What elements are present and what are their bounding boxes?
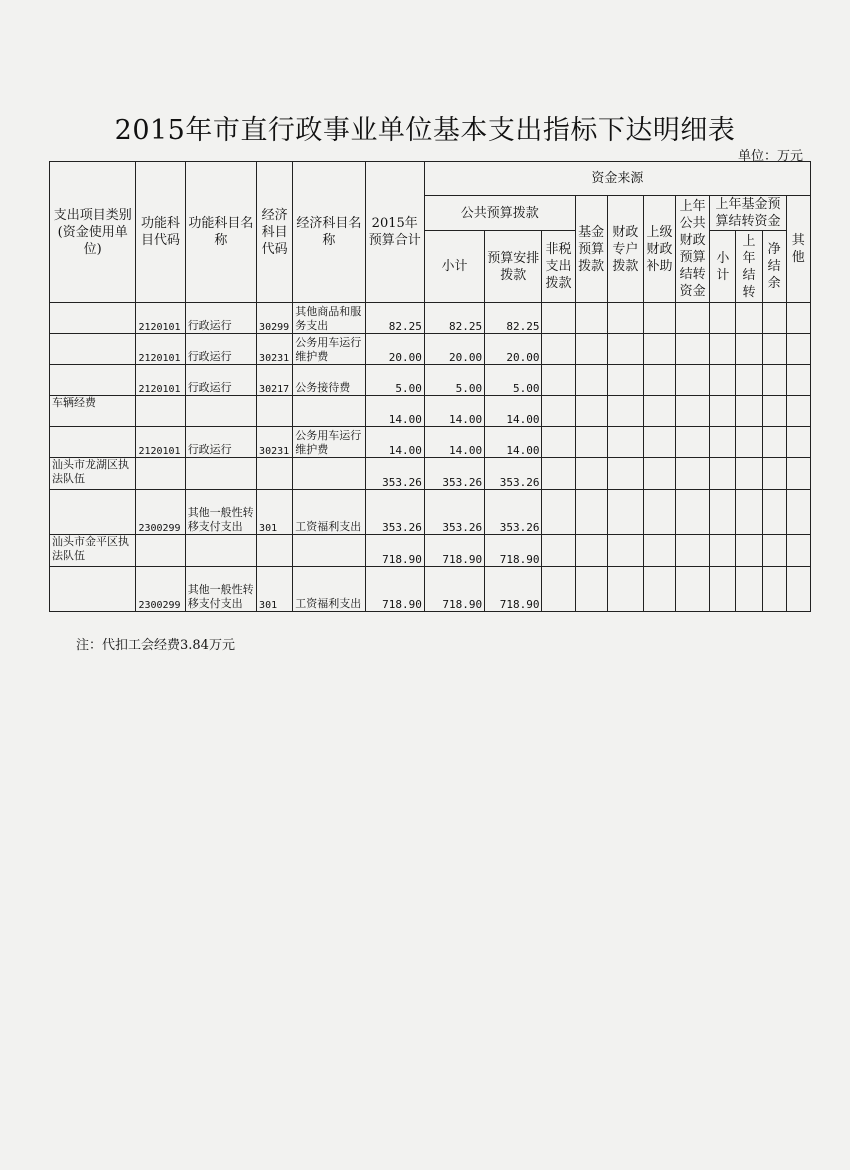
header-subtotal: 小计 <box>424 231 484 303</box>
empty-cell <box>575 490 607 535</box>
empty-cell <box>542 365 575 396</box>
func-name-cell: 行政运行 <box>185 365 256 396</box>
subtotal-cell: 20.00 <box>424 334 484 365</box>
subtotal-cell: 353.26 <box>424 490 484 535</box>
empty-cell <box>643 567 675 612</box>
econ-name-cell: 公务用车运行维护费 <box>293 334 365 365</box>
func-name-cell: 其他一般性转移支付支出 <box>185 567 256 612</box>
budget-alloc-cell: 82.25 <box>485 303 542 334</box>
empty-cell <box>542 458 575 490</box>
empty-cell <box>710 535 736 567</box>
func-name-cell: 其他一般性转移支付支出 <box>185 490 256 535</box>
econ-code-cell: 301 <box>257 490 293 535</box>
func-name-cell: 行政运行 <box>185 303 256 334</box>
func-name-cell <box>185 458 256 490</box>
subtotal-cell: 353.26 <box>424 458 484 490</box>
econ-code-cell <box>257 396 293 427</box>
empty-cell <box>575 365 607 396</box>
econ-code-cell: 30217 <box>257 365 293 396</box>
empty-cell <box>762 535 786 567</box>
func-name-cell: 行政运行 <box>185 334 256 365</box>
func-code-cell: 2300299 <box>136 567 185 612</box>
category-cell: 车辆经费 <box>50 396 136 427</box>
table-body <box>50 303 811 612</box>
empty-cell <box>575 303 607 334</box>
empty-cell <box>643 334 675 365</box>
econ-name-cell: 公务用车运行维护费 <box>293 427 365 458</box>
empty-cell <box>736 490 762 535</box>
table-header <box>50 162 811 303</box>
table-row <box>50 458 811 490</box>
header-func-name: 功能科目名称 <box>185 162 256 303</box>
table-row <box>50 535 811 567</box>
empty-cell <box>762 396 786 427</box>
header-superior-subsidy: 上级财政补助 <box>643 196 675 303</box>
empty-cell <box>643 458 675 490</box>
empty-cell <box>710 567 736 612</box>
econ-name-cell: 其他商品和服务支出 <box>293 303 365 334</box>
category-cell <box>50 490 136 535</box>
empty-cell <box>762 458 786 490</box>
empty-cell <box>736 396 762 427</box>
total-cell: 14.00 <box>365 427 424 458</box>
budget-alloc-cell: 20.00 <box>485 334 542 365</box>
empty-cell <box>736 427 762 458</box>
empty-cell <box>643 303 675 334</box>
header-prev-fund: 上年基金预算结转资金 <box>710 196 786 231</box>
empty-cell <box>736 458 762 490</box>
empty-cell <box>736 303 762 334</box>
empty-cell <box>786 567 810 612</box>
category-cell <box>50 303 136 334</box>
func-code-cell <box>136 396 185 427</box>
econ-name-cell: 工资福利支出 <box>293 567 365 612</box>
econ-code-cell: 301 <box>257 567 293 612</box>
budget-table <box>49 161 811 612</box>
header-non-tax: 非税支出拨款 <box>542 231 575 303</box>
empty-cell <box>710 365 736 396</box>
empty-cell <box>786 535 810 567</box>
econ-name-cell: 工资福利支出 <box>293 490 365 535</box>
table-row <box>50 490 811 535</box>
header-econ-code: 经济科目代码 <box>257 162 293 303</box>
category-cell: 汕头市龙湖区执法队伍 <box>50 458 136 490</box>
econ-code-cell: 30299 <box>257 303 293 334</box>
func-name-cell <box>185 535 256 567</box>
empty-cell <box>710 334 736 365</box>
table-row <box>50 396 811 427</box>
econ-name-cell: 公务接待费 <box>293 365 365 396</box>
header-econ-name: 经济科目名称 <box>293 162 365 303</box>
empty-cell <box>643 535 675 567</box>
empty-cell <box>676 427 710 458</box>
empty-cell <box>786 396 810 427</box>
empty-cell <box>643 365 675 396</box>
empty-cell <box>736 535 762 567</box>
total-cell: 5.00 <box>365 365 424 396</box>
subtotal-cell: 14.00 <box>424 396 484 427</box>
empty-cell <box>762 334 786 365</box>
empty-cell <box>607 396 643 427</box>
empty-cell <box>710 303 736 334</box>
empty-cell <box>542 490 575 535</box>
empty-cell <box>786 427 810 458</box>
total-cell: 20.00 <box>365 334 424 365</box>
empty-cell <box>542 567 575 612</box>
econ-code-cell <box>257 535 293 567</box>
empty-cell <box>542 334 575 365</box>
func-name-cell <box>185 396 256 427</box>
budget-alloc-cell: 718.90 <box>485 567 542 612</box>
func-code-cell: 2120101 <box>136 334 185 365</box>
empty-cell <box>786 490 810 535</box>
empty-cell <box>736 567 762 612</box>
header-func-code: 功能科目代码 <box>136 162 185 303</box>
total-cell: 82.25 <box>365 303 424 334</box>
empty-cell <box>762 567 786 612</box>
empty-cell <box>542 427 575 458</box>
subtotal-cell: 14.00 <box>424 427 484 458</box>
empty-cell <box>575 396 607 427</box>
empty-cell <box>762 365 786 396</box>
empty-cell <box>676 458 710 490</box>
empty-cell <box>736 334 762 365</box>
empty-cell <box>575 427 607 458</box>
func-code-cell: 2120101 <box>136 303 185 334</box>
subtotal-cell: 718.90 <box>424 567 484 612</box>
empty-cell <box>786 365 810 396</box>
empty-cell <box>575 535 607 567</box>
budget-alloc-cell: 5.00 <box>485 365 542 396</box>
empty-cell <box>676 334 710 365</box>
empty-cell <box>736 365 762 396</box>
empty-cell <box>542 303 575 334</box>
econ-code-cell: 30231 <box>257 334 293 365</box>
empty-cell <box>676 396 710 427</box>
budget-alloc-cell: 353.26 <box>485 490 542 535</box>
econ-code-cell: 30231 <box>257 427 293 458</box>
budget-alloc-cell: 718.90 <box>485 535 542 567</box>
header-category: 支出项目类别(资金使用单位) <box>50 162 136 303</box>
empty-cell <box>542 535 575 567</box>
header-prev-fund-carry: 上年结转 <box>736 231 762 303</box>
header-total: 2015年预算合计 <box>365 162 424 303</box>
func-code-cell <box>136 535 185 567</box>
header-special-account: 财政专户拨款 <box>607 196 643 303</box>
header-prev-fund-net: 净结余 <box>762 231 786 303</box>
subtotal-cell: 718.90 <box>424 535 484 567</box>
empty-cell <box>762 427 786 458</box>
total-cell: 718.90 <box>365 567 424 612</box>
subtotal-cell: 5.00 <box>424 365 484 396</box>
footnote: 注：代扣工会经费3.84万元 <box>76 638 235 653</box>
empty-cell <box>575 334 607 365</box>
category-cell <box>50 365 136 396</box>
econ-name-cell <box>293 535 365 567</box>
document-title: 2015年市直行政事业单位基本支出指标下达明细表 <box>114 115 736 146</box>
header-public-budget: 公共预算拨款 <box>424 196 575 231</box>
total-cell: 353.26 <box>365 458 424 490</box>
table-row <box>50 334 811 365</box>
category-cell <box>50 334 136 365</box>
empty-cell <box>786 458 810 490</box>
empty-cell <box>786 334 810 365</box>
empty-cell <box>607 567 643 612</box>
func-code-cell: 2120101 <box>136 365 185 396</box>
total-cell: 718.90 <box>365 535 424 567</box>
table-row <box>50 427 811 458</box>
empty-cell <box>676 365 710 396</box>
category-cell: 汕头市金平区执法队伍 <box>50 535 136 567</box>
table-row <box>50 303 811 334</box>
empty-cell <box>575 458 607 490</box>
empty-cell <box>607 535 643 567</box>
empty-cell <box>710 490 736 535</box>
empty-cell <box>575 567 607 612</box>
budget-alloc-cell: 14.00 <box>485 427 542 458</box>
empty-cell <box>643 427 675 458</box>
econ-code-cell <box>257 458 293 490</box>
budget-alloc-cell: 353.26 <box>485 458 542 490</box>
econ-name-cell <box>293 458 365 490</box>
table-row <box>50 567 811 612</box>
empty-cell <box>643 490 675 535</box>
func-code-cell: 2300299 <box>136 490 185 535</box>
header-prev-fund-subtotal: 小计 <box>710 231 736 303</box>
category-cell <box>50 567 136 612</box>
func-code-cell <box>136 458 185 490</box>
empty-cell <box>607 427 643 458</box>
header-prev-public: 上年公共财政预算结转资金 <box>676 196 710 303</box>
unit-label: 单位：万元 <box>738 149 804 164</box>
header-other: 其他 <box>786 196 810 303</box>
empty-cell <box>762 303 786 334</box>
subtotal-cell: 82.25 <box>424 303 484 334</box>
empty-cell <box>607 334 643 365</box>
empty-cell <box>786 303 810 334</box>
empty-cell <box>542 396 575 427</box>
empty-cell <box>710 458 736 490</box>
empty-cell <box>676 303 710 334</box>
func-code-cell: 2120101 <box>136 427 185 458</box>
category-cell <box>50 427 136 458</box>
econ-name-cell <box>293 396 365 427</box>
empty-cell <box>676 567 710 612</box>
header-fund-budget: 基金预算拨款 <box>575 196 607 303</box>
empty-cell <box>643 396 675 427</box>
empty-cell <box>762 490 786 535</box>
empty-cell <box>710 427 736 458</box>
empty-cell <box>676 535 710 567</box>
empty-cell <box>607 365 643 396</box>
table-row <box>50 365 811 396</box>
empty-cell <box>607 458 643 490</box>
empty-cell <box>676 490 710 535</box>
total-cell: 353.26 <box>365 490 424 535</box>
header-fund-source: 资金来源 <box>424 162 810 196</box>
total-cell: 14.00 <box>365 396 424 427</box>
header-budget-alloc: 预算安排拨款 <box>485 231 542 303</box>
empty-cell <box>607 490 643 535</box>
empty-cell <box>607 303 643 334</box>
empty-cell <box>710 396 736 427</box>
budget-alloc-cell: 14.00 <box>485 396 542 427</box>
func-name-cell: 行政运行 <box>185 427 256 458</box>
